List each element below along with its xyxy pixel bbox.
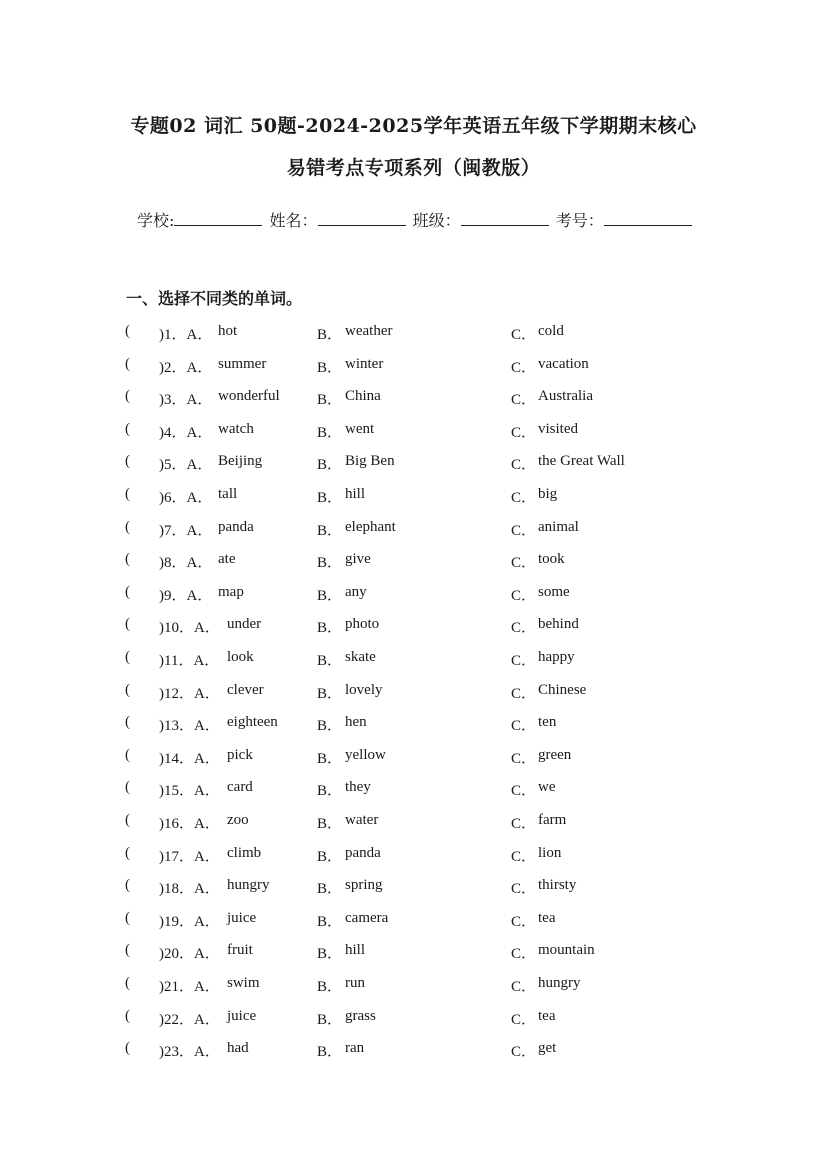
question-number: )20．A． [159, 946, 220, 963]
option-c-word: Australia [538, 388, 593, 405]
option-b-word: hill [345, 486, 366, 502]
option-b-label: B． [317, 685, 343, 702]
option-c-label: C． [511, 1011, 537, 1028]
question-row [0, 747, 827, 769]
option-c-word: big [538, 486, 558, 502]
question-number: )23．A． [159, 1044, 220, 1061]
question-number: )6．A． [159, 490, 213, 506]
answer-paren[interactable]: ( [125, 518, 130, 535]
option-a-word: look [227, 649, 254, 665]
option-c-label: C． [511, 816, 537, 832]
option-c-label: C． [511, 457, 537, 474]
option-c-word: ten [538, 714, 557, 731]
option-b-label: B． [317, 392, 343, 409]
option-b-word: ran [345, 1040, 365, 1057]
question-row [0, 616, 827, 638]
student-info [137, 208, 694, 231]
answer-paren[interactable]: ( [125, 714, 130, 731]
option-b-word: panda [345, 844, 381, 861]
question-row [0, 812, 827, 834]
question-number: )10．A． [159, 620, 220, 637]
option-b-word: they [345, 779, 371, 796]
question-number: )16．A． [159, 816, 220, 832]
answer-paren[interactable]: ( [125, 583, 130, 600]
option-b-word: any [345, 583, 367, 600]
option-b-word: weather [345, 323, 393, 339]
option-c-word: hungry [538, 975, 581, 991]
option-c-label: C． [511, 392, 537, 409]
question-number: )17．A． [159, 848, 220, 865]
option-c-label: C． [511, 1044, 537, 1061]
answer-paren[interactable]: ( [125, 355, 130, 372]
option-b-label: B． [317, 359, 343, 376]
answer-paren[interactable]: ( [125, 844, 130, 861]
option-b-label: B． [317, 327, 343, 343]
question-number: )5．A． [159, 457, 213, 474]
option-c-label: C． [511, 424, 537, 441]
option-c-label: C． [511, 587, 537, 604]
option-a-word: summer [218, 355, 267, 372]
option-b-word: camera [345, 909, 389, 926]
option-c-word: some [538, 583, 570, 600]
question-number: )3．A． [159, 392, 213, 409]
question-number: )21．A． [159, 979, 220, 995]
question-row [0, 682, 827, 704]
answer-paren[interactable]: ( [125, 486, 130, 502]
option-b-word: winter [345, 355, 384, 372]
question-row [0, 584, 827, 606]
option-a-word: clever [227, 681, 264, 698]
question-row [0, 356, 827, 378]
option-c-word: thirsty [538, 877, 577, 894]
option-b-label: B． [317, 620, 343, 637]
option-a-word: card [227, 779, 253, 796]
option-c-word: vacation [538, 355, 589, 372]
option-c-word: we [538, 779, 556, 796]
question-number: )4．A． [159, 424, 213, 441]
answer-paren[interactable]: ( [125, 388, 130, 405]
question-row [0, 877, 827, 899]
class-blank[interactable] [461, 209, 549, 226]
option-b-label: B． [317, 653, 343, 669]
answer-paren[interactable]: ( [125, 551, 130, 568]
class-label: 班级： [412, 211, 461, 230]
option-b-word: China [345, 388, 381, 405]
question-number: )8．A． [159, 555, 213, 572]
option-c-word: farm [538, 812, 567, 828]
option-c-label: C． [511, 327, 537, 343]
option-c-word: mountain [538, 942, 595, 959]
question-number: )1．A． [159, 327, 213, 343]
option-b-label: B． [317, 490, 343, 506]
option-c-label: C． [511, 979, 537, 995]
option-c-label: C． [511, 783, 537, 800]
question-number: )12．A． [159, 685, 220, 702]
question-number: )15．A． [159, 783, 220, 800]
option-b-label: B． [317, 783, 343, 800]
option-b-word: elephant [345, 518, 396, 535]
option-a-word: juice [227, 909, 257, 926]
option-b-word: grass [345, 1007, 376, 1024]
option-b-word: yellow [345, 746, 386, 763]
option-b-label: B． [317, 1011, 343, 1028]
option-b-word: hill [345, 942, 366, 959]
question-row [0, 551, 827, 573]
question-row [0, 323, 827, 345]
option-b-label: B． [317, 848, 343, 865]
answer-paren[interactable]: ( [125, 681, 130, 698]
option-c-label: C． [511, 913, 537, 930]
option-c-word: animal [538, 518, 579, 535]
option-a-word: wonderful [218, 388, 280, 405]
question-number: )19．A． [159, 913, 220, 930]
option-b-label: B． [317, 750, 343, 767]
option-c-label: C． [511, 881, 537, 898]
option-c-label: C． [511, 718, 537, 735]
option-a-word: zoo [227, 812, 249, 828]
question-row [0, 453, 827, 475]
option-c-label: C． [511, 946, 537, 963]
option-c-label: C． [511, 620, 537, 637]
option-a-word: had [227, 1040, 249, 1057]
option-b-word: run [345, 975, 365, 991]
question-row [0, 1008, 827, 1030]
school-blank[interactable] [174, 209, 262, 226]
option-c-label: C． [511, 522, 537, 539]
option-b-word: hen [345, 714, 367, 731]
option-b-label: B． [317, 555, 343, 572]
answer-paren[interactable]: ( [125, 779, 130, 796]
name-blank[interactable] [318, 209, 406, 226]
option-b-label: B． [317, 946, 343, 963]
question-row [0, 649, 827, 671]
question-row [0, 942, 827, 964]
question-number: )9．A． [159, 587, 213, 604]
question-number: )11．A． [159, 653, 220, 669]
question-row [0, 421, 827, 443]
question-row [0, 779, 827, 801]
question-number: )7．A． [159, 522, 213, 539]
option-c-label: C． [511, 555, 537, 572]
option-b-label: B． [317, 587, 343, 604]
option-b-word: went [345, 420, 375, 437]
answer-paren[interactable]: ( [125, 1040, 130, 1057]
question-number: )13．A． [159, 718, 220, 735]
option-a-word: watch [218, 420, 254, 437]
option-b-label: B． [317, 424, 343, 441]
question-row [0, 714, 827, 736]
answer-paren[interactable]: ( [125, 649, 130, 665]
school-label: 学校: [137, 211, 175, 230]
option-b-label: B． [317, 718, 343, 735]
option-b-label: B． [317, 816, 343, 832]
option-c-word: happy [538, 649, 575, 665]
option-b-word: photo [345, 616, 380, 633]
question-number: )18．A． [159, 881, 220, 898]
option-a-word: eighteen [227, 714, 278, 731]
option-c-label: C． [511, 848, 537, 865]
option-c-word: took [538, 551, 565, 568]
page-title: 专题02 词汇 50题-2024-2025学年英语五年级下学期期末核心 [130, 115, 697, 137]
option-c-word: behind [538, 616, 579, 633]
option-b-word: Big Ben [345, 453, 395, 470]
option-c-word: tea [538, 1007, 556, 1024]
question-number: )14．A． [159, 750, 220, 767]
option-c-label: C． [511, 750, 537, 767]
question-number: )2．A． [159, 359, 213, 376]
option-c-label: C． [511, 490, 537, 506]
option-a-word: tall [218, 486, 238, 502]
option-c-word: get [538, 1040, 557, 1057]
option-b-label: B． [317, 881, 343, 898]
option-c-word: visited [538, 420, 578, 437]
answer-paren[interactable]: ( [125, 746, 130, 763]
name-label: 姓名： [269, 211, 318, 230]
option-a-word: map [218, 583, 244, 600]
option-b-word: spring [345, 877, 383, 894]
option-c-word: Chinese [538, 681, 587, 698]
question-row [0, 1040, 827, 1062]
question-row [0, 975, 827, 997]
option-c-word: tea [538, 909, 556, 926]
option-c-word: green [538, 746, 572, 763]
section-title: 一、选择不同类的单词。 [126, 289, 303, 308]
option-b-label: B． [317, 979, 343, 995]
option-a-word: under [227, 616, 262, 633]
option-b-label: B． [317, 457, 343, 474]
option-a-word: juice [227, 1007, 257, 1024]
option-a-word: hungry [227, 877, 270, 894]
option-b-word: give [345, 551, 371, 568]
question-row [0, 910, 827, 932]
option-c-label: C． [511, 359, 537, 376]
question-row [0, 845, 827, 867]
option-c-word: lion [538, 844, 562, 861]
answer-paren[interactable]: ( [125, 616, 130, 633]
option-a-word: climb [227, 844, 262, 861]
option-a-word: ate [218, 551, 236, 568]
option-a-word: pick [227, 746, 253, 763]
answer-paren[interactable]: ( [125, 453, 130, 470]
option-b-label: B． [317, 522, 343, 539]
option-a-word: Beijing [218, 453, 263, 470]
page-subtitle: 易错考点专项系列（闽教版） [286, 157, 541, 179]
exam-number-blank[interactable] [604, 209, 692, 226]
option-c-word: the Great Wall [538, 453, 625, 470]
option-a-word: swim [227, 975, 260, 991]
option-a-word: fruit [227, 942, 253, 959]
answer-paren[interactable]: ( [125, 877, 130, 894]
option-b-label: B． [317, 1044, 343, 1061]
option-b-label: B． [317, 913, 343, 930]
question-row [0, 519, 827, 541]
option-c-label: C． [511, 685, 537, 702]
answer-paren[interactable]: ( [125, 942, 130, 959]
question-row [0, 486, 827, 508]
option-c-word: cold [538, 323, 564, 339]
question-row [0, 388, 827, 410]
option-b-word: lovely [345, 681, 383, 698]
question-number: )22．A． [159, 1011, 220, 1028]
option-a-word: panda [218, 518, 254, 535]
option-b-word: water [345, 812, 379, 828]
answer-paren[interactable]: ( [125, 323, 130, 339]
option-c-label: C． [511, 653, 537, 669]
option-b-word: skate [345, 649, 376, 665]
answer-paren[interactable]: ( [125, 909, 130, 926]
answer-paren[interactable]: ( [125, 1007, 130, 1024]
option-a-word: hot [218, 323, 238, 339]
answer-paren[interactable]: ( [125, 420, 130, 437]
answer-paren[interactable]: ( [125, 975, 130, 991]
answer-paren[interactable]: ( [125, 812, 130, 828]
exam-number-label: 考号： [555, 211, 604, 230]
